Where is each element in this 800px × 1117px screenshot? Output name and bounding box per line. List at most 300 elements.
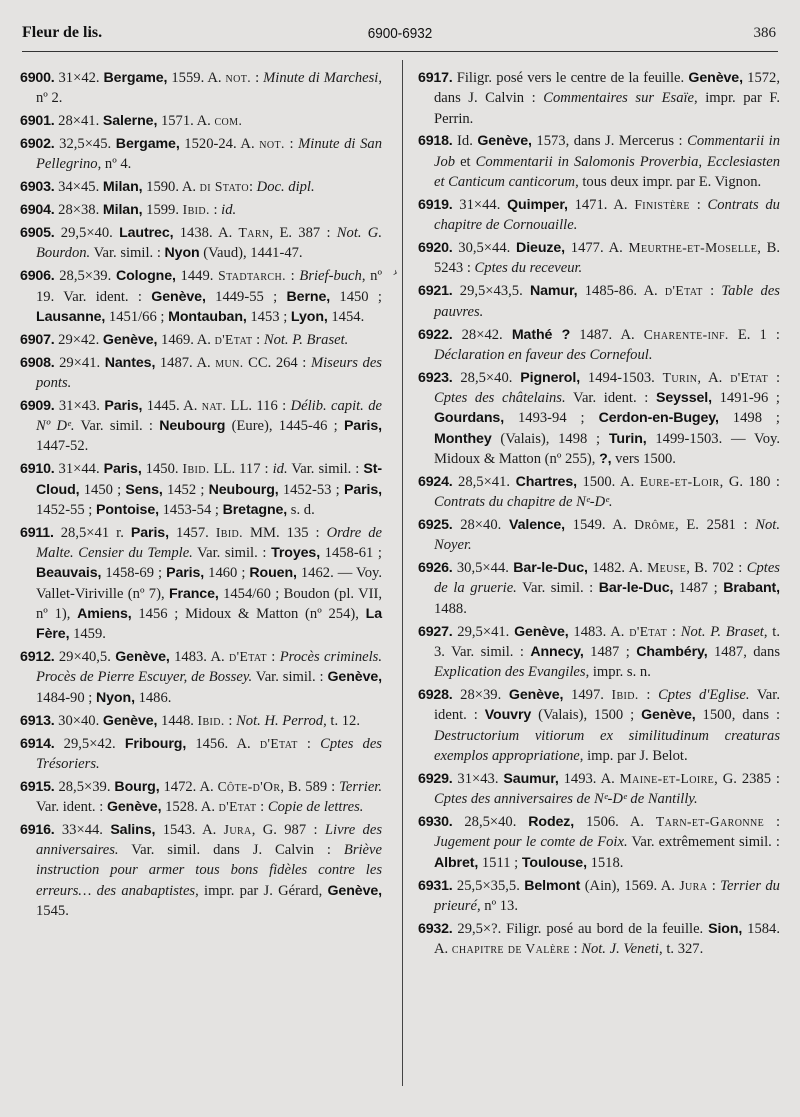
document-title: Cptes des anniversaires de Nᵉ-Dᵉ de Nantilly. xyxy=(434,791,698,808)
document-title: Minute di San Pellegrino xyxy=(36,136,382,173)
entry-text: 1543. A. xyxy=(155,821,224,838)
entry-text: 28×39. xyxy=(452,687,509,704)
entry-text: 1498 ; xyxy=(718,410,780,427)
entry-text: 1571. A. xyxy=(157,113,215,130)
document-title: Commentaires sur Esaïe xyxy=(543,90,695,107)
entry-text: 1452-53 ; xyxy=(278,481,344,498)
entry-text: 1491-96 ; xyxy=(711,390,780,407)
document-title: Cptes d'Eglise. xyxy=(658,687,750,704)
archive-name: Ibid. xyxy=(182,461,210,477)
entry-text: 29,5×40. xyxy=(54,225,120,242)
entry-number: 6916. xyxy=(20,821,55,838)
catalogue-entry xyxy=(20,111,382,131)
entry-text: 29,5×42. xyxy=(54,735,125,752)
entry-text: 28,5×39. xyxy=(54,778,115,795)
entry-text: : xyxy=(702,283,722,300)
entry-number: 6930. xyxy=(418,814,453,831)
archive-name: not. xyxy=(225,70,252,85)
archive-name: Finistère xyxy=(634,196,690,212)
place-name: Valence, xyxy=(508,516,565,533)
place-name: Genève, xyxy=(688,70,743,86)
place-name: Genève, xyxy=(327,882,383,899)
entry-number: 6901. xyxy=(20,113,55,130)
entry-number: 6928. xyxy=(418,687,453,704)
entry-text: : xyxy=(285,268,300,285)
document-title: Terrier du prieuré xyxy=(434,877,780,914)
entry-text: 1477. A. xyxy=(565,240,629,257)
entry-text: 1506. A. xyxy=(574,814,656,831)
entry-text: Var. ident. : xyxy=(36,799,107,815)
entry-text: : xyxy=(284,136,299,153)
place-name: Nantes, xyxy=(104,354,156,371)
entry-text: 1545. xyxy=(36,903,69,920)
entry-number: 6912. xyxy=(20,649,55,666)
archive-name: Jura xyxy=(223,821,252,837)
document-title: Not. J. Veneti xyxy=(581,941,660,958)
catalogue-entry xyxy=(20,200,382,220)
entry-text: , tous deux impr. par E. Vignon. xyxy=(575,174,762,191)
entry-number: 6926. xyxy=(418,560,453,577)
document-title: Doc. dipl. xyxy=(256,179,315,196)
entry-number: 6919. xyxy=(418,196,453,213)
place-name: Genève, xyxy=(102,331,158,348)
entry-text: et xyxy=(455,153,476,170)
column-divider xyxy=(402,60,403,1086)
document-title: Not. Noyer. xyxy=(434,516,780,554)
page-number: 386 xyxy=(753,25,776,41)
place-name: Cologne, xyxy=(115,268,176,285)
entry-number: 6925. xyxy=(418,516,453,533)
entry-text: 29×42. xyxy=(54,331,103,348)
entry-number: 6905. xyxy=(20,225,55,242)
entry-text: LL. 116 : xyxy=(226,397,291,414)
entry-text: 1450 ; xyxy=(79,481,126,498)
archive-name: d'Etat xyxy=(218,799,257,814)
entry-text: : xyxy=(248,179,257,196)
entry-text: : xyxy=(689,196,708,213)
catalogue-entry xyxy=(20,523,382,645)
entry-text: 31×44. xyxy=(452,196,508,213)
entry-text: , imp. par J. Belot. xyxy=(579,748,688,765)
archive-name: d'Etat xyxy=(730,369,769,385)
catalogue-entry xyxy=(20,177,382,197)
entry-text: , B. 589 : xyxy=(280,778,340,795)
place-name: Sion, xyxy=(708,920,743,937)
entry-text: Var. extrêmement simil. : xyxy=(627,834,780,851)
entry-text: 1487. A. xyxy=(155,354,216,371)
place-name: Neubourg, xyxy=(208,481,279,498)
entry-text: , G. 180 : xyxy=(719,473,780,490)
entry-text: 1449-55 ; xyxy=(205,288,287,305)
catalogue-entry xyxy=(20,266,382,327)
entry-text: , impr. par F. Perrin. xyxy=(434,90,780,127)
document-title: Procès criminels. Procès de Pierre Escuyer, de Bossey. xyxy=(36,649,382,686)
entry-text: 1487 ; xyxy=(583,643,637,660)
document-title: Not. H. Perrod xyxy=(236,712,324,729)
entry-text: 29,5×41. xyxy=(452,623,515,640)
document-title: Not. G. Bourdon. xyxy=(36,225,382,262)
catalogue-entry xyxy=(418,769,780,810)
place-name: Salins, xyxy=(110,821,156,838)
catalogue-entry xyxy=(418,195,780,236)
entry-text: MM. 135 : xyxy=(242,524,327,541)
archive-name: Turin xyxy=(662,369,698,385)
document-title: Contrats du chapitre de Nᵉ-Dᵉ. xyxy=(434,494,613,511)
entry-text: , B. 702 : xyxy=(686,560,747,577)
entry-text: 1493. A. xyxy=(558,770,620,787)
entry-text: : xyxy=(707,877,721,894)
entry-text: (Vaud), 1441-47. xyxy=(199,245,303,262)
entry-text: Filigr. posé vers le centre de la feuille. xyxy=(452,70,689,86)
entry-text: Var. ident. : xyxy=(434,687,780,724)
place-name: St-Cloud, xyxy=(36,461,382,498)
entry-text: 1559. A. xyxy=(167,70,226,86)
document-title: id. xyxy=(272,461,288,478)
place-name: Belmont xyxy=(524,877,581,894)
entry-text: 1450. xyxy=(141,461,183,478)
entry-text: 1584. A. xyxy=(434,920,780,958)
catalogue-entry xyxy=(418,131,780,192)
entry-number: 6920. xyxy=(418,240,453,257)
entry-number: 6915. xyxy=(20,778,55,795)
catalogue-entry xyxy=(418,325,780,366)
entry-text: , nº 19. Var. ident. : xyxy=(36,268,383,305)
catalogue-entry xyxy=(20,223,382,264)
document-title: Cptes du receveur. xyxy=(474,260,583,277)
place-name: Bar-le-Duc, xyxy=(513,560,588,577)
entry-text: : xyxy=(252,331,264,348)
entry-number: 6931. xyxy=(418,877,453,894)
entry-text: 30,5×44. xyxy=(452,240,517,257)
entry-text: 1497. xyxy=(563,687,612,704)
place-name: Beauvais, xyxy=(36,565,102,582)
entry-text: Var. simil. : xyxy=(192,545,272,562)
entry-text: E. 1 : xyxy=(728,326,780,343)
place-name: Troyes, xyxy=(271,545,321,562)
entry-text: 1482. A. xyxy=(587,560,648,577)
entry-text: 1471. A. xyxy=(567,196,635,213)
entry-text: 1590. A. xyxy=(142,179,200,196)
entry-text: : xyxy=(209,202,222,219)
place-name: Pontoise, xyxy=(96,501,159,518)
entry-text: 29×40,5. xyxy=(54,649,116,666)
entry-text: 1452 ; xyxy=(162,481,209,498)
entry-text: 1462. — Voy. Vallet-Viriville (nº 7), xyxy=(36,565,382,602)
catalogue-entry xyxy=(20,353,382,394)
document-title: Déclaration en faveur des Cornefoul. xyxy=(434,346,653,363)
entry-text: 33×44. xyxy=(54,821,111,838)
entry-text: Var. simil. : xyxy=(90,245,165,262)
entry-text: 1456 ; Midoux & Matton (nº 254), xyxy=(131,605,366,622)
catalogue-entry xyxy=(418,238,780,279)
place-name: Salerne, xyxy=(102,113,158,130)
archive-name: d'Etat xyxy=(259,735,298,751)
entry-text: 29×41. xyxy=(54,354,105,371)
entry-text: 1469. A. xyxy=(157,331,215,348)
place-name: Genève, xyxy=(151,288,206,305)
entry-text: 1500. A. xyxy=(576,473,640,490)
entry-text: 29,5×43,5. xyxy=(452,283,530,300)
archive-name: mun. xyxy=(215,354,244,370)
entry-text: 31×43. xyxy=(452,770,504,787)
document-title: Délib. capit. de Nº Dᵉ. xyxy=(36,397,382,435)
entry-text: : xyxy=(251,70,264,86)
entry-number: 6921. xyxy=(418,283,453,300)
catalogue-entry xyxy=(418,876,780,917)
place-name: Albret, xyxy=(434,854,479,871)
entry-text: 1453-54 ; xyxy=(158,501,223,518)
entry-text: , nº 4. xyxy=(97,156,132,173)
entry-text: 1454. xyxy=(327,308,365,325)
document-title: Jugement pour le comte de Foix. xyxy=(434,834,628,851)
entry-text: 28×41. xyxy=(54,113,103,130)
entry-text: , E. 2581 : xyxy=(675,516,756,533)
document-title: id. xyxy=(221,202,237,219)
header-rule xyxy=(22,51,778,52)
catalogue-entry xyxy=(20,647,382,708)
entry-number: 6910. xyxy=(20,461,55,478)
entry-text: (Eure), 1445-46 ; xyxy=(225,418,344,435)
archive-name: Maine-et-Loire xyxy=(619,770,715,786)
document-title: Terrier. xyxy=(339,778,383,795)
document-title: Not. P. Braset. xyxy=(263,331,349,348)
catalogue-entry xyxy=(418,558,780,619)
entry-text: 1438. A. xyxy=(173,225,239,242)
place-name: Bergame, xyxy=(115,136,180,153)
right-column xyxy=(418,68,780,962)
entry-text: , t. 12. xyxy=(323,712,360,729)
entry-text: 1445. A. xyxy=(142,397,202,414)
place-name: France, xyxy=(168,585,219,602)
entry-text: 1451/66 ; xyxy=(105,308,169,325)
entry-text: 25,5×35,5. xyxy=(452,877,525,894)
catalogue-entry xyxy=(418,622,780,683)
entry-number: 6908. xyxy=(20,354,55,371)
entry-text: , G. 987 : xyxy=(251,821,325,838)
entry-text: 1500, dans : xyxy=(695,707,781,724)
entry-text: : xyxy=(569,941,582,958)
place-name: Toulouse, xyxy=(521,854,587,871)
place-name: Annecy, xyxy=(530,643,584,660)
entry-text: 31×43. xyxy=(54,397,105,414)
catalogue-entry xyxy=(20,734,382,775)
entry-text: 1447-52. xyxy=(36,438,89,455)
entry-number: 6914. xyxy=(20,735,55,752)
entry-text: , nº 13. xyxy=(476,897,518,914)
entry-text: 1518. xyxy=(586,854,624,871)
archive-name: d'Etat xyxy=(629,623,668,639)
place-name: Pignerol, xyxy=(520,369,581,386)
place-name: Bretagne, xyxy=(222,501,288,518)
place-name: Chambéry, xyxy=(636,643,708,660)
entry-text: 1483. A. xyxy=(169,649,230,666)
entry-text: 29,5×?. Filigr. posé au bord de la feuille. xyxy=(452,920,709,937)
archive-name: Jura xyxy=(679,877,708,893)
place-name: Genève, xyxy=(115,649,170,666)
entry-text: LL. 117 : xyxy=(209,461,273,478)
document-title: Minute di Marchesi xyxy=(263,70,379,86)
entry-number: 6932. xyxy=(418,920,453,937)
entry-number: 6906. xyxy=(20,268,55,285)
entry-number: 6904. xyxy=(20,202,55,219)
place-name: Bourg, xyxy=(114,778,160,795)
entry-text: 28×40. xyxy=(452,516,509,533)
document-title: Cptes des Trésoriers. xyxy=(36,735,382,772)
archive-name: Meurthe-et-Moselle xyxy=(628,240,758,256)
archive-name: Meuse xyxy=(647,560,687,576)
entry-text: , A. xyxy=(697,369,731,386)
catalogue-entry xyxy=(418,685,780,766)
entry-text: : xyxy=(768,369,781,386)
archive-name: Côte-d'Or xyxy=(217,778,281,794)
place-name: La Fère, xyxy=(36,605,382,643)
place-name: Montauban, xyxy=(168,308,247,325)
entry-text: : xyxy=(224,712,237,729)
place-name: Lyon, xyxy=(290,308,328,325)
archive-name: Drôme xyxy=(634,516,676,532)
archive-name: Stadtarch. xyxy=(218,268,286,284)
place-name: Cerdon-en-Bugey, xyxy=(598,410,719,427)
entry-text: 1486. xyxy=(134,689,172,706)
entry-text: : xyxy=(266,649,280,666)
entry-text: 1493-94 ; xyxy=(504,410,599,427)
entry-text: 1599. xyxy=(142,202,183,219)
archive-name: d'Etat xyxy=(214,331,253,347)
entry-number: 6907. xyxy=(20,331,55,348)
catalogue-entry xyxy=(20,134,382,175)
entry-text: 32,5×45. xyxy=(54,136,116,153)
entry-text: : xyxy=(256,799,268,815)
document-title: Commentarii in Salomonis Proverbia, Ecclesiasten et Canticum canticorum xyxy=(434,153,780,191)
place-name: Lautrec, xyxy=(119,225,174,242)
section-title: Fleur de lis. xyxy=(22,24,103,41)
document-title: Cptes de la gruerie. xyxy=(434,560,780,597)
document-title: Briève instruction pour armer tous bons fidèles contre les erreurs… des anabaptistes xyxy=(36,842,382,899)
document-title: Copie de lettres. xyxy=(267,799,364,815)
archive-name: Ibid. xyxy=(197,712,225,728)
entry-text: 31×42. xyxy=(54,70,104,86)
catalogue-entry xyxy=(20,777,382,818)
entry-text: : xyxy=(764,814,780,831)
entry-text: 1459. xyxy=(69,626,106,643)
entry-range: 6900-6932 xyxy=(367,25,433,42)
catalogue-entry xyxy=(20,68,382,109)
archive-name: Tarn-et-Garonne xyxy=(655,814,765,830)
place-name: Quimper, xyxy=(507,196,568,213)
entry-number: 6913. xyxy=(20,712,55,729)
entry-number: 6924. xyxy=(418,473,453,490)
left-column xyxy=(20,68,382,924)
archive-name: not. xyxy=(259,136,285,152)
place-name: Genève, xyxy=(514,623,569,640)
entry-text: : xyxy=(638,687,659,704)
place-name: Berne, xyxy=(286,288,331,305)
entry-text: 1520-24. A. xyxy=(179,136,260,153)
entry-text: Var. simil. : xyxy=(252,669,328,686)
place-name: Vouvry xyxy=(484,707,532,724)
place-name: Sens, xyxy=(125,481,163,498)
document-title: Destructorium vitiorum ex similitudinum creaturas exemplos appropriatione xyxy=(434,727,780,765)
archive-name: nat. xyxy=(201,397,227,413)
place-name: Nyon xyxy=(164,245,200,262)
catalogue-entry xyxy=(20,711,382,731)
entry-text: 1454/60 ; Boudon (pl. VII, nº 1), xyxy=(36,585,382,622)
catalogue-entry xyxy=(20,330,382,350)
catalogue-entry xyxy=(20,820,382,921)
entry-text: 1484-90 ; xyxy=(36,689,96,706)
document-title: Not. P. Braset xyxy=(680,623,764,640)
entry-text: Var. simil. : xyxy=(287,461,364,478)
entry-text: 1483. A. xyxy=(568,623,630,640)
entry-text: , E. 387 : xyxy=(269,225,337,242)
entry-text: , nº 2. xyxy=(36,70,382,107)
entry-text: (Valais), 1498 ; xyxy=(491,430,609,447)
stray-mark: › xyxy=(390,264,401,281)
catalogue-entry xyxy=(418,368,780,469)
entry-text: 28,5×40. xyxy=(452,814,529,831)
entry-number: 6918. xyxy=(418,133,453,150)
entry-text: 30,5×44. xyxy=(452,560,514,577)
entry-text: Var. ident. : xyxy=(565,390,656,407)
entry-text: 1573, dans J. Mercerus : xyxy=(531,133,688,150)
entry-text: , impr. par J. Gérard, xyxy=(195,882,328,899)
entry-number: 6929. xyxy=(418,770,453,787)
place-name: Paris, xyxy=(343,418,382,435)
entry-text: 28,5×39. xyxy=(54,268,116,285)
entry-text: Id. xyxy=(452,133,478,150)
entry-number: 6927. xyxy=(418,623,453,640)
entry-text: , B. 5243 : xyxy=(434,240,781,277)
entry-text: 1549. A. xyxy=(564,516,635,533)
entry-text: 1458-61 ; xyxy=(320,545,382,562)
entry-text: 30×40. xyxy=(54,712,103,729)
entry-text: 1449. xyxy=(175,268,219,285)
place-name: Bergame, xyxy=(103,70,168,86)
entry-text: CC. 264 : xyxy=(243,354,311,371)
place-name: Milan, xyxy=(102,179,143,196)
entry-number: 6917. xyxy=(418,70,453,86)
catalogue-entry xyxy=(20,459,382,520)
entry-text: 1499-1503. — Voy. Midoux & Matton (nº 255), xyxy=(434,430,780,467)
entry-text: 1487. A. xyxy=(570,326,644,343)
entry-text: , impr. s. n. xyxy=(585,664,651,681)
place-name: Brabant, xyxy=(723,580,780,597)
archive-name: di Stato xyxy=(199,179,249,195)
entry-number: 6911. xyxy=(20,524,54,541)
place-name: Genève, xyxy=(106,799,162,815)
place-name: ?, xyxy=(599,450,612,467)
place-name: Neubourg xyxy=(159,418,226,435)
entry-text: (Valais), 1500 ; xyxy=(531,707,642,724)
archive-name: Tarn xyxy=(238,225,270,241)
catalogue-entry xyxy=(418,68,780,129)
place-name: Genève, xyxy=(641,707,696,724)
place-name: Paris, xyxy=(343,481,383,498)
place-name: Paris, xyxy=(166,565,205,582)
entry-number: 6909. xyxy=(20,397,55,414)
archive-name: chapitre de Valère xyxy=(451,941,570,957)
entry-text: vers 1500. xyxy=(611,450,676,467)
document-title: Contrats du chapitre de Cornouaille. xyxy=(434,196,780,234)
place-name: Paris, xyxy=(103,461,142,478)
catalogue-entry xyxy=(418,919,780,960)
place-name: Milan, xyxy=(102,202,143,219)
archive-name: com. xyxy=(214,113,243,129)
place-name: Rouen, xyxy=(249,565,297,582)
entry-text: 28,5×41 r. xyxy=(53,524,131,541)
place-name: Seyssel, xyxy=(655,390,712,407)
entry-text: s. d. xyxy=(287,501,315,518)
